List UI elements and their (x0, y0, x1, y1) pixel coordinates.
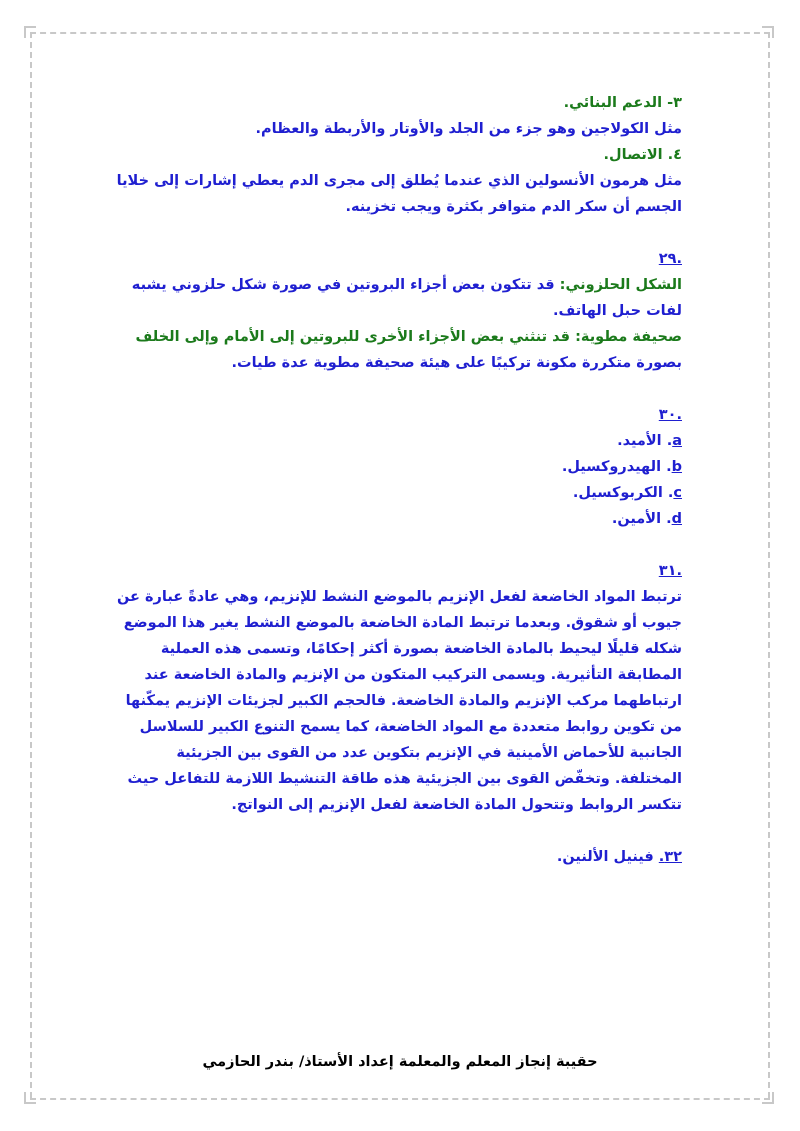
q29-term2-text-cont: بصورة متكررة مكونة تركيبًا على هيئة صحيفة مطوية عدة طيات. (231, 355, 682, 371)
q31-line: تتكسر الروابط وتتحول المادة الخاضعة لفعل الإنزيم إلى النواتج. (231, 797, 682, 813)
q31-line: شكله قليلًا ليحيط بالمادة الخاضعة بصورة أكثر إحكامًا، وتسمى هذه العملية (160, 641, 682, 657)
section3-text: مثل الكولاجين وهو جزء من الجلد والأوتار والأربطة والعظام. (255, 121, 682, 137)
section4-line: الجسم أن سكر الدم متوافر بكثرة ويجب تخزينه. (345, 199, 682, 215)
q31-line: المختلفة. وتخفّض القوى بين الجزيئية هذه طاقة التنشيط اللازمة للتفاعل حيث (127, 771, 682, 787)
q29-term1-label: الشكل الحلزوني: (559, 277, 682, 293)
page-border-left (30, 32, 32, 1098)
section4-heading: ٤. الاتصال. (603, 147, 682, 163)
question-number-32: ٣٢. (658, 849, 682, 865)
page-content (110, 90, 682, 870)
q29-term2-text: قد تنثني بعض الأجزاء الأخرى للبروتين إلى الأمام وإلى الخلف (135, 329, 571, 345)
q29-term1-line (110, 272, 682, 298)
q31-line: ترتبط المواد الخاضعة لفعل الإنزيم بالموضع النشط للإنزيم، وهي عادةً عبارة عن (116, 589, 682, 605)
border-corner (24, 1092, 36, 1104)
option-text: . الهيدروكسيل. (561, 459, 672, 475)
page-border-right (768, 32, 770, 1098)
border-corner (762, 1092, 774, 1104)
q29-term2-label: صحيفة مطوية: (575, 329, 682, 345)
question-number-30: .٣٠ (658, 407, 682, 423)
q30-option-a (110, 428, 682, 454)
option-letter: c (673, 485, 682, 501)
q31-line: جيوب أو شقوق. وبعدما ترتبط المادة الخاضعة بالموضع النشط يغير هذا الموضع (123, 615, 682, 631)
q31-line: من تكوين روابط متعددة مع المواد الخاضعة، كما يسمح التنوع الكبير للسلاسل (139, 719, 682, 735)
border-corner (762, 26, 774, 38)
q30-option-b (110, 454, 682, 480)
q29-term1-text: قد تتكون بعض أجزاء البروتين في صورة شكل حلزوني يشبه (131, 277, 555, 293)
q32-answer: فينيل الألنين. (556, 849, 659, 865)
section4-line: مثل هرمون الأنسولين الذي عندما يُطلق إلى مجرى الدم يعطي إشارات إلى خلايا (116, 173, 682, 189)
question-number-31: .٣١ (658, 563, 682, 579)
option-letter: a (672, 433, 682, 449)
page-border-bottom (30, 1098, 770, 1100)
q31-line: المطابقة التأثيرية. ويسمى التركيب المتكون من الإنزيم والمادة الخاضعة عند (144, 667, 682, 683)
border-corner (24, 26, 36, 38)
q31-line: الجانبية للأحماض الأمينية في الإنزيم بتكوين عدد من القوى بين الجزيئية (176, 745, 682, 761)
q30-option-d (110, 506, 682, 532)
q31-line: ارتباطهما مركب الإنزيم والمادة الخاضعة. فالحجم الكبير لجزيئات الإنزيم يمكّنها (125, 693, 682, 709)
question-number-29: .٢٩ (658, 251, 682, 267)
option-text: . الكربوكسيل. (572, 485, 674, 501)
option-letter: b (671, 459, 682, 475)
q29-term2-line (110, 324, 682, 350)
q29-term1-text-cont: لفات حبل الهاتف. (553, 303, 682, 319)
option-letter: d (671, 511, 682, 527)
option-text: . الأمين. (611, 511, 672, 527)
q32-line (110, 844, 682, 870)
option-text: . الأميد. (617, 433, 673, 449)
page-border-top (30, 32, 770, 34)
page-footer: حقيبة إنجاز المعلم والمعلمة إعداد الأستاذ/ بندر الحازمي (202, 1054, 598, 1070)
section3-heading: ٣- الدعم البنائي. (563, 95, 682, 111)
q30-option-c (110, 480, 682, 506)
